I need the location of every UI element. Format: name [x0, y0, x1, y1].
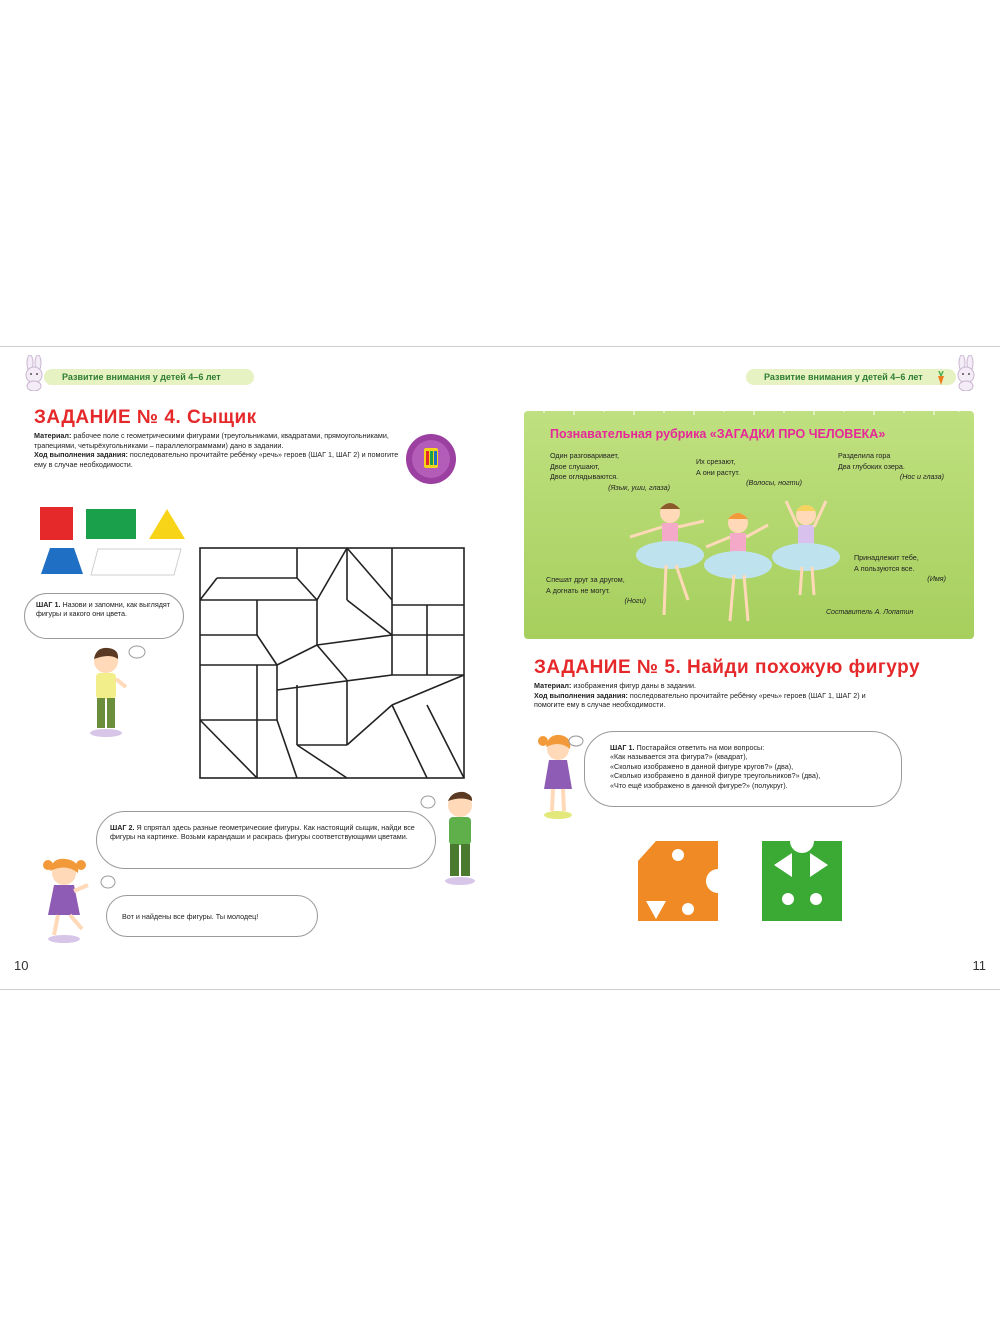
riddle-4-line-2: А догнать не могут.	[546, 585, 611, 595]
riddle-5-line-2: А пользуются все.	[854, 563, 915, 573]
riddle-1	[550, 451, 670, 493]
riddle-1-answer: (Язык, уши, глаза)	[608, 482, 670, 492]
riddle-3	[838, 451, 944, 483]
step1-text	[36, 600, 174, 619]
detective-shapes-grid[interactable]	[197, 545, 467, 781]
material-text: рабочее поле с геометрическими фигурами (треугольниками, квадратами, прямоугольниками, трапециями, четырёхугольниками – параллелограммами) дано в задании.	[34, 431, 389, 450]
thought-bubble-icon	[128, 645, 146, 659]
page-number-right: 11	[972, 958, 986, 973]
carrot-icon-right	[936, 371, 946, 385]
riddle-1-line-2: Двое слушают,	[550, 461, 600, 471]
task5-procedure-text: последовательно прочитайте ребёнку «речь» героев (ШАГ 1, ШАГ 2) и помогите ему в случае необходимости.	[534, 690, 866, 710]
task-description	[34, 431, 406, 469]
book-spread	[0, 346, 1000, 990]
task5-step1-line-4: «Сколько изображено в данной фигуре треугольников?» (два),	[610, 771, 821, 781]
riddle-5	[854, 553, 946, 585]
task5-step1-line-5: «Что ещё изображено в данной фигуре?» (полукруг).	[610, 780, 788, 790]
yellow-triangle	[147, 507, 187, 541]
compiler-credit: Составитель А. Лопатин	[826, 609, 914, 616]
step1-label: ШАГ 1.	[36, 600, 61, 609]
hanging-lights	[524, 403, 974, 421]
boy-character	[84, 643, 132, 739]
task5-step1-line-3: «Сколько изображено в данной фигуре кругов?» (два),	[610, 761, 794, 771]
riddle-4-answer: (Ноги)	[624, 596, 646, 605]
white-parallelogram	[90, 548, 182, 576]
riddle-2-line-2: А они растут.	[696, 467, 740, 477]
step2-body: Я спрятал здесь разные геометрические фигуры. Как настоящий сыщик, найди все фигуры на картинке. Возьми карандаши и раскрась фигуры соответствующими цветами.	[110, 823, 415, 842]
riddle-1-line-1: Один разговаривает,	[550, 451, 620, 460]
procedure-text: последовательно прочитайте ребёнку «речь» героев (ШАГ 1, ШАГ 2) и помогите ему в случае необходимости.	[34, 450, 399, 469]
task5-procedure-label: Ход выполнения задания:	[534, 690, 628, 700]
riddle-2-answer: (Волосы, ногти)	[746, 478, 802, 487]
step2-text	[110, 823, 426, 842]
riddle-3-answer: (Нос и глаза)	[899, 472, 944, 481]
riddle-4-line-1: Спешат друг за другом,	[546, 575, 625, 584]
task5-step1-text	[610, 743, 896, 790]
task5-step1-line-2: «Как называется эта фигура?» (квадрат),	[610, 752, 748, 762]
page-number: 10	[14, 958, 29, 973]
bunny-icon-right	[950, 355, 982, 391]
boy-character-2	[438, 787, 484, 887]
procedure-label: Ход выполнения задания:	[34, 450, 128, 460]
ballerinas-illustration	[618, 495, 858, 625]
green-rectangle	[86, 509, 136, 539]
green-square-figure[interactable]	[760, 839, 844, 923]
rubric-title: Познавательная рубрика «ЗАГАДКИ ПРО ЧЕЛОВЕКА»	[550, 427, 886, 441]
right-page	[500, 347, 1000, 989]
final-text: Вот и найдены все фигуры. Ты молодец!	[122, 912, 259, 921]
step1-body: Назови и запомни, как выглядят фигуры и какого они цвета.	[36, 600, 171, 619]
riddle-3-line-2: Два глубоких озера.	[838, 461, 905, 471]
task5-description	[534, 681, 884, 710]
orange-square-figure[interactable]	[636, 839, 720, 923]
blue-trapezoid	[40, 547, 84, 575]
task5-material-text: изображения фигур даны в задании.	[571, 681, 697, 690]
thought-bubble-icon-2	[420, 795, 436, 809]
riddle-1-line-3: Двое оглядываются.	[550, 472, 619, 481]
task5-material-label: Материал:	[534, 681, 572, 690]
left-page	[0, 347, 500, 989]
riddle-2-line-1: Их срезают,	[696, 457, 736, 466]
material-label: Материал:	[34, 431, 72, 440]
red-square	[40, 507, 73, 540]
riddle-5-line-1: Принадлежит тебе,	[854, 553, 919, 562]
task-title: ЗАДАНИЕ № 4. Сыщик	[34, 407, 257, 428]
header-bar: Развитие внимания у детей 4–6 лет	[44, 369, 254, 385]
header-bar-right: Развитие внимания у детей 4–6 лет	[746, 369, 956, 385]
riddle-2	[696, 457, 802, 489]
riddle-3-line-1: Разделила гора	[838, 451, 891, 460]
task5-title: ЗАДАНИЕ № 5. Найди похожую фигуру	[534, 657, 921, 678]
step2-label: ШАГ 2.	[110, 823, 135, 832]
thought-bubble-icon-4	[568, 735, 584, 747]
thought-bubble-icon-3	[100, 875, 116, 889]
pencils-badge	[405, 433, 457, 485]
riddle-5-answer: (Имя)	[927, 574, 946, 583]
girl-character	[36, 855, 98, 945]
task5-step1-line-1: Постарайся ответить на мои вопросы:	[634, 743, 765, 752]
task5-step1-label: ШАГ 1.	[610, 743, 635, 752]
